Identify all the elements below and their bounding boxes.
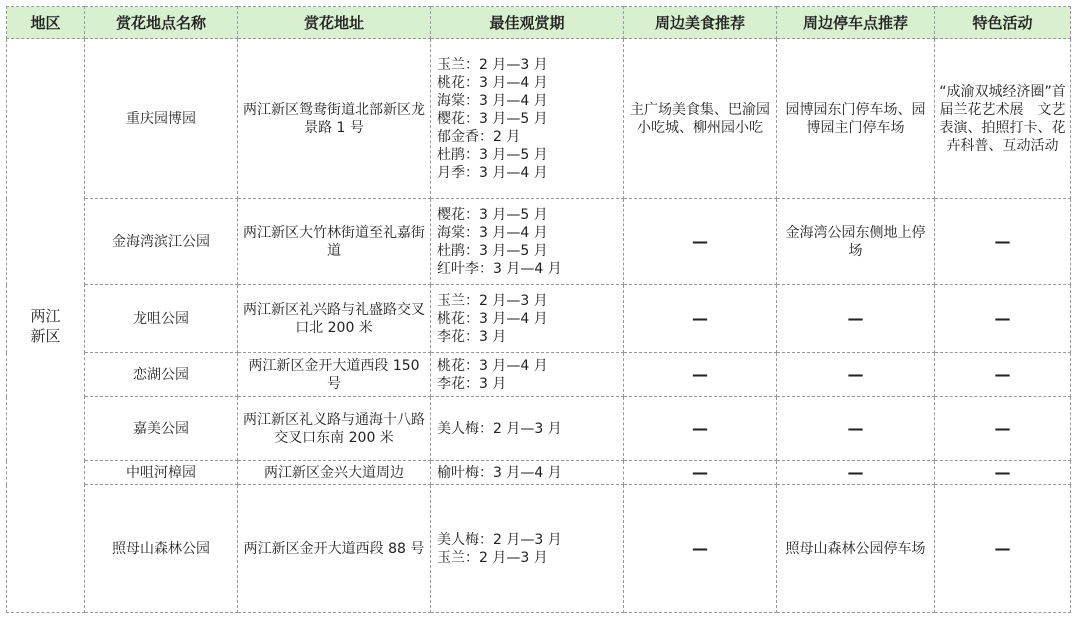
period-item: 樱花：3 月—5 月	[437, 206, 548, 223]
site-name-cell: 嘉美公园	[85, 397, 238, 461]
site-name-cell: 中咀河樟园	[85, 461, 238, 485]
period-item: 李花：3 月	[437, 328, 507, 345]
period-item: 桃花：3 月—4 月	[437, 310, 548, 327]
flower-table-container	[6, 6, 1070, 613]
parking-cell: 金海湾公园东侧地上停场	[777, 199, 935, 285]
period-item: 美人梅：2 月—3 月	[437, 531, 562, 548]
period-item: 杜鹃：3 月—5 月	[437, 146, 548, 163]
site-name-cell: 恋湖公园	[85, 353, 238, 397]
food-cell: 主广场美食集、巴渝园小吃城、柳州园小吃	[624, 39, 777, 199]
period-item: 月季：3 月—4 月	[437, 164, 548, 181]
food-cell: —	[624, 353, 777, 397]
parking-cell: —	[777, 353, 935, 397]
address-cell: 两江新区鸳鸯街道北部新区龙景路 1 号	[238, 39, 431, 199]
flower-viewing-table	[6, 6, 1071, 613]
table-row	[7, 199, 1071, 285]
address-cell: 两江新区礼兴路与礼盛路交叉口北 200 米	[238, 285, 431, 353]
address-cell: 两江新区金开大道西段 150 号	[238, 353, 431, 397]
table-row	[7, 285, 1071, 353]
period-cell	[431, 39, 624, 199]
parking-cell: 园博园东门停车场、园博园主门停车场	[777, 39, 935, 199]
food-cell: —	[624, 461, 777, 485]
parking-cell: —	[777, 461, 935, 485]
table-body	[7, 39, 1071, 613]
period-item: 红叶李：3 月—4 月	[437, 260, 562, 277]
period-cell	[431, 353, 624, 397]
period-cell	[431, 397, 624, 461]
period-item: 李花：3 月	[437, 375, 507, 392]
period-item: 桃花：3 月—4 月	[437, 357, 548, 374]
period-item: 玉兰：2 月—3 月	[437, 549, 548, 566]
header-address: 赏花地址	[238, 7, 431, 39]
region-cell: 两江 新区	[7, 39, 85, 613]
period-cell	[431, 285, 624, 353]
activity-cell: —	[935, 485, 1071, 613]
activity-cell: —	[935, 199, 1071, 285]
period-item: 玉兰：2 月—3 月	[437, 292, 548, 309]
period-item: 杜鹃：3 月—5 月	[437, 242, 548, 259]
parking-cell: 照母山森林公园停车场	[777, 485, 935, 613]
header-best-period: 最佳观赏期	[431, 7, 624, 39]
period-item: 海棠：3 月—4 月	[437, 224, 548, 241]
table-row	[7, 461, 1071, 485]
period-item: 樱花：3 月—5 月	[437, 110, 548, 127]
header-parking: 周边停车点推荐	[777, 7, 935, 39]
table-row	[7, 353, 1071, 397]
header-site-name: 赏花地点名称	[85, 7, 238, 39]
activity-cell: —	[935, 285, 1071, 353]
header-food: 周边美食推荐	[624, 7, 777, 39]
address-cell: 两江新区金开大道西段 88 号	[238, 485, 431, 613]
header-row	[7, 7, 1071, 39]
address-cell: 两江新区礼义路与通海十八路交叉口东南 200 米	[238, 397, 431, 461]
address-cell: 两江新区大竹林街道至礼嘉街道	[238, 199, 431, 285]
site-name-cell: 金海湾滨江公园	[85, 199, 238, 285]
header-region: 地区	[7, 7, 85, 39]
period-cell	[431, 461, 624, 485]
table-row	[7, 485, 1071, 613]
address-cell: 两江新区金兴大道周边	[238, 461, 431, 485]
site-name-cell: 龙咀公园	[85, 285, 238, 353]
activity-cell: —	[935, 353, 1071, 397]
site-name-cell: 重庆园博园	[85, 39, 238, 199]
period-item: 美人梅：2 月—3 月	[437, 420, 562, 437]
period-item: 郁金香：2 月	[437, 128, 521, 145]
period-cell	[431, 199, 624, 285]
activity-cell: “成渝双城经济圈”首届兰花艺术展 文艺表演、拍照打卡、花卉科普、互动活动	[935, 39, 1071, 199]
table-row	[7, 39, 1071, 199]
period-item: 海棠：3 月—4 月	[437, 92, 548, 109]
period-item: 榆叶梅：3 月—4 月	[437, 464, 562, 481]
food-cell: —	[624, 285, 777, 353]
food-cell: —	[624, 199, 777, 285]
food-cell: —	[624, 485, 777, 613]
period-item: 玉兰：2 月—3 月	[437, 56, 548, 73]
header-activity: 特色活动	[935, 7, 1071, 39]
period-item: 桃花：3 月—4 月	[437, 74, 548, 91]
site-name-cell: 照母山森林公园	[85, 485, 238, 613]
activity-cell: —	[935, 461, 1071, 485]
activity-cell: —	[935, 397, 1071, 461]
parking-cell: —	[777, 397, 935, 461]
table-row	[7, 397, 1071, 461]
food-cell: —	[624, 397, 777, 461]
period-cell	[431, 485, 624, 613]
parking-cell: —	[777, 285, 935, 353]
